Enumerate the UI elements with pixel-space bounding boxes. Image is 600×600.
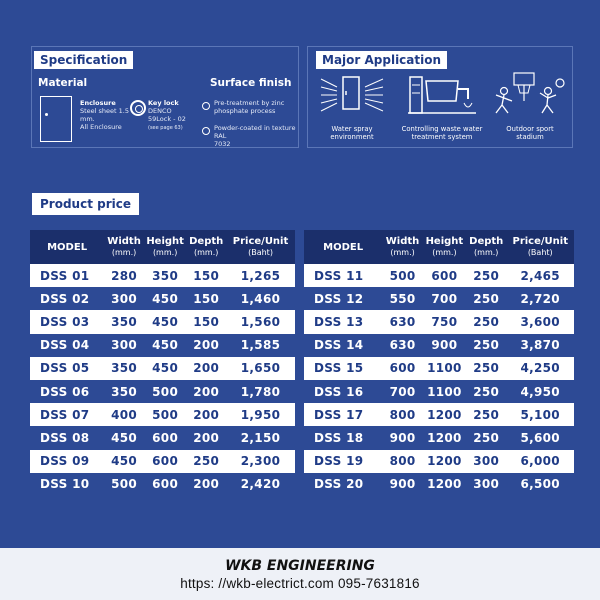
- table-row: [304, 403, 574, 426]
- powder-coat-icon: [202, 127, 210, 135]
- surface-item-1: [214, 99, 284, 115]
- price-table-left: [30, 230, 295, 496]
- cell-width: 500: [389, 268, 416, 283]
- table-row: [304, 380, 574, 403]
- product-price-title: Product price: [32, 193, 139, 215]
- cell-height: 500: [152, 384, 179, 399]
- cell-width: 500: [111, 477, 138, 492]
- cell-price: 4,250: [520, 361, 560, 376]
- cell-width: 550: [389, 291, 416, 306]
- table-row: [30, 403, 295, 426]
- table-header: [304, 230, 574, 264]
- cell-depth: 300: [473, 477, 500, 492]
- cell-width: 800: [389, 454, 416, 469]
- cell-width: 350: [111, 384, 138, 399]
- header-price: Price/Unit (Baht): [232, 236, 289, 257]
- cell-height: 1200: [427, 454, 462, 469]
- cell-model: DSS 12: [314, 291, 364, 306]
- table-row: [30, 380, 295, 403]
- header-height: Height (mm.): [425, 236, 464, 257]
- cell-width: 600: [389, 361, 416, 376]
- company-name: WKB ENGINEERING: [225, 558, 375, 574]
- cell-price: 2,150: [240, 430, 281, 445]
- cell-width: 450: [111, 454, 138, 469]
- cell-model: DSS 17: [314, 407, 364, 422]
- cell-width: 450: [111, 430, 138, 445]
- cell-width: 400: [111, 407, 138, 422]
- table-header: [30, 230, 295, 264]
- cell-price: 2,300: [240, 454, 281, 469]
- cell-price: 1,650: [240, 361, 281, 376]
- surface-item-1-line1: Pre-treatment by zinc: [214, 99, 285, 107]
- cell-model: DSS 04: [40, 338, 90, 353]
- major-application-title: Major Application: [316, 51, 447, 69]
- cell-price: 3,870: [520, 338, 560, 353]
- cell-price: 6,000: [520, 454, 560, 469]
- cell-price: 5,100: [520, 407, 560, 422]
- cell-width: 900: [389, 430, 416, 445]
- waste-water-icon: [404, 71, 480, 119]
- contact-info: https: //wkb-electrict.com 095-7631816: [180, 576, 420, 591]
- table-row: [304, 450, 574, 473]
- cell-price: 1,560: [240, 314, 281, 329]
- cell-height: 600: [152, 430, 179, 445]
- cell-width: 350: [111, 314, 138, 329]
- cell-price: 1,460: [240, 291, 281, 306]
- surface-item-2-line1: Powder-coated in texture RAL: [214, 124, 296, 140]
- sport-stadium-label: Outdoor sport stadium: [506, 125, 554, 141]
- cell-height: 1200: [427, 477, 462, 492]
- cell-model: DSS 07: [40, 407, 90, 422]
- enclosure-icon: [40, 96, 72, 142]
- cell-height: 900: [431, 338, 458, 353]
- surface-item-2-line2: 7032: [214, 140, 231, 148]
- cell-depth: 150: [193, 291, 220, 306]
- cell-height: 600: [431, 268, 458, 283]
- cell-height: 1200: [427, 430, 462, 445]
- cell-depth: 250: [473, 291, 500, 306]
- cell-model: DSS 19: [314, 454, 364, 469]
- cell-depth: 200: [193, 407, 220, 422]
- cell-model: DSS 06: [40, 384, 90, 399]
- surface-finish-heading: Surface finish: [210, 77, 292, 89]
- enclosure-label: Enclosure: [80, 99, 116, 107]
- cell-price: 1,780: [240, 384, 281, 399]
- table-row: [304, 334, 574, 357]
- table-row: [304, 426, 574, 449]
- cell-height: 450: [152, 361, 179, 376]
- cell-model: DSS 08: [40, 430, 90, 445]
- cell-width: 630: [389, 314, 416, 329]
- key-lock-icon: [130, 100, 146, 116]
- cell-price: 3,600: [520, 314, 560, 329]
- cell-price: 2,465: [520, 268, 560, 283]
- cell-height: 350: [152, 268, 179, 283]
- key-lock-spec: [148, 99, 186, 132]
- application-water-spray: [310, 71, 394, 141]
- cell-depth: 250: [473, 430, 500, 445]
- cell-model: DSS 14: [314, 338, 364, 353]
- cell-height: 1100: [427, 384, 462, 399]
- table-row: [304, 473, 574, 496]
- table-row: [304, 287, 574, 310]
- cell-price: 1,265: [240, 268, 281, 283]
- major-application-panel: [307, 46, 573, 148]
- cell-width: 630: [389, 338, 416, 353]
- cell-model: DSS 02: [40, 291, 90, 306]
- cell-depth: 300: [473, 454, 500, 469]
- surface-item-2: [214, 124, 298, 148]
- cell-width: 900: [389, 477, 416, 492]
- table-row: [30, 334, 295, 357]
- cell-height: 1100: [427, 361, 462, 376]
- application-sport-stadium: [488, 71, 572, 141]
- application-waste-water: [400, 71, 484, 141]
- water-spray-icon: [317, 71, 387, 119]
- table-row: [304, 264, 574, 287]
- cell-price: 2,720: [520, 291, 560, 306]
- cell-model: DSS 18: [314, 430, 364, 445]
- cell-width: 280: [111, 268, 138, 283]
- table-row: [30, 450, 295, 473]
- table-body: [304, 264, 574, 496]
- header-model: MODEL: [323, 241, 364, 253]
- cell-depth: 250: [473, 407, 500, 422]
- cell-height: 750: [431, 314, 458, 329]
- pretreatment-icon: [202, 102, 210, 110]
- cell-depth: 200: [193, 384, 220, 399]
- table-body: [30, 264, 295, 496]
- header-height: Height (mm.): [146, 236, 184, 257]
- cell-height: 700: [431, 291, 458, 306]
- cell-height: 1200: [427, 407, 462, 422]
- cell-model: DSS 15: [314, 361, 364, 376]
- cell-depth: 250: [473, 384, 500, 399]
- cell-price: 4,950: [520, 384, 560, 399]
- cell-model: DSS 10: [40, 477, 90, 492]
- cell-price: 1,585: [240, 338, 281, 353]
- cell-model: DSS 01: [40, 268, 90, 283]
- cell-width: 800: [389, 407, 416, 422]
- water-spray-label: Water spray environment: [330, 125, 374, 141]
- cell-width: 350: [111, 361, 138, 376]
- table-row: [30, 473, 295, 496]
- surface-item-1-line2: phosphate process: [214, 107, 276, 115]
- cell-depth: 250: [473, 268, 500, 283]
- key-lock-line3: (see page 63): [148, 125, 183, 131]
- cell-height: 450: [152, 314, 179, 329]
- key-lock-line1: DENCO: [148, 107, 172, 115]
- cell-model: DSS 03: [40, 314, 90, 329]
- material-heading: Material: [38, 77, 88, 89]
- specification-panel: [31, 46, 299, 148]
- price-table-right: [304, 230, 574, 496]
- cell-height: 500: [152, 407, 179, 422]
- cell-width: 300: [111, 291, 138, 306]
- cell-depth: 150: [193, 268, 220, 283]
- sport-stadium-icon: [492, 71, 568, 119]
- enclosure-spec: [80, 99, 129, 131]
- table-row: [30, 357, 295, 380]
- header-depth: Depth (mm.): [189, 236, 224, 257]
- cell-price: 2,420: [240, 477, 281, 492]
- cell-price: 1,950: [240, 407, 281, 422]
- cell-price: 6,500: [520, 477, 560, 492]
- cell-model: DSS 16: [314, 384, 364, 399]
- cell-model: DSS 13: [314, 314, 364, 329]
- header-price: Price/Unit (Baht): [512, 236, 568, 257]
- cell-height: 600: [152, 477, 179, 492]
- cell-model: DSS 05: [40, 361, 90, 376]
- table-row: [30, 264, 295, 287]
- cell-depth: 250: [473, 338, 500, 353]
- cell-height: 450: [152, 291, 179, 306]
- table-row: [30, 310, 295, 333]
- cell-depth: 200: [193, 338, 220, 353]
- cell-depth: 200: [193, 430, 220, 445]
- enclosure-line2: mm.: [80, 115, 95, 123]
- waste-water-label: Controlling waste water treatment system: [401, 125, 483, 141]
- cell-model: DSS 09: [40, 454, 90, 469]
- header-width: Width (mm.): [107, 236, 141, 257]
- footer: [0, 548, 600, 600]
- cell-depth: 200: [193, 361, 220, 376]
- cell-depth: 250: [473, 361, 500, 376]
- key-lock-line2: 59Lock - 02: [148, 115, 186, 123]
- enclosure-line3: All Enclosure: [80, 123, 122, 131]
- header-width: Width (mm.): [385, 236, 420, 257]
- key-lock-label: Key lock: [148, 99, 179, 107]
- table-row: [304, 357, 574, 380]
- table-row: [30, 426, 295, 449]
- cell-depth: 150: [193, 314, 220, 329]
- cell-width: 700: [389, 384, 416, 399]
- header-model: MODEL: [47, 241, 88, 253]
- table-row: [304, 310, 574, 333]
- cell-depth: 250: [193, 454, 220, 469]
- header-depth: Depth (mm.): [469, 236, 504, 257]
- cell-height: 600: [152, 454, 179, 469]
- cell-width: 300: [111, 338, 138, 353]
- cell-height: 450: [152, 338, 179, 353]
- cell-depth: 200: [193, 477, 220, 492]
- cell-model: DSS 20: [314, 477, 364, 492]
- cell-price: 5,600: [520, 430, 560, 445]
- cell-model: DSS 11: [314, 268, 364, 283]
- table-row: [30, 287, 295, 310]
- specification-title: Specification: [34, 51, 133, 69]
- enclosure-line1: Steel sheet 1.5: [80, 107, 130, 115]
- cell-depth: 250: [473, 314, 500, 329]
